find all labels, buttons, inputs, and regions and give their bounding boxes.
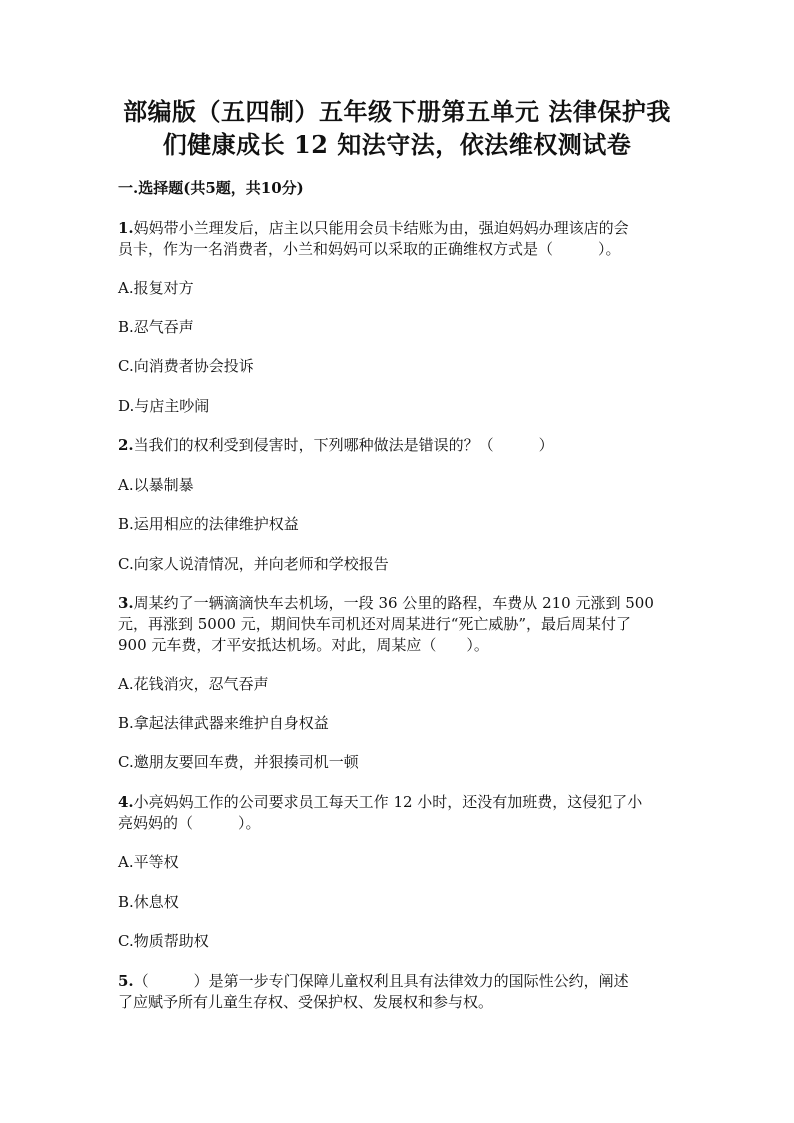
question-4-text-1: 小亮妈妈工作的公司要求员工每天工作 12 小时，还没有加班费，这侵犯了小 — [133, 793, 643, 811]
question-5-text-1: （ ）是第一步专门保障儿童权利且具有法律效力的国际性公约，阐述 — [133, 972, 629, 990]
question-1-line-2: 员卡，作为一名消费者，小兰和妈妈可以采取的正确维权方式是（ ）。 — [118, 240, 621, 258]
question-4-option-a: A.平等权 — [118, 853, 179, 871]
question-1-line-1 — [118, 218, 678, 238]
question-3-option-a: A.花钱消灾，忍气吞声 — [118, 675, 269, 693]
question-1-number: 1. — [118, 219, 134, 237]
question-2-option-a: A.以暴制暴 — [118, 476, 194, 494]
section-heading: 一.选择题(共5题，共10分) — [118, 179, 304, 197]
question-4-number: 4. — [118, 793, 134, 811]
question-1-text-1: 妈妈带小兰理发后，店主以只能用会员卡结账为由，强迫妈妈办理该店的会 — [133, 219, 629, 237]
question-3-option-c: C.邀朋友要回车费，并狠揍司机一顿 — [118, 753, 359, 771]
question-1-option-a: A.报复对方 — [118, 279, 194, 297]
question-5-line-1 — [118, 971, 678, 991]
question-2-line-1 — [118, 435, 678, 455]
question-5-number: 5. — [118, 972, 134, 990]
question-4-option-c: C.物质帮助权 — [118, 932, 209, 950]
question-4-option-b: B.休息权 — [118, 893, 179, 911]
question-2-text-1: 当我们的权利受到侵害时，下列哪种做法是错误的？（ ） — [133, 436, 554, 454]
document-title-line-1: 部编版（五四制）五年级下册第五单元 法律保护我 — [123, 97, 671, 126]
question-2-option-b: B.运用相应的法律维护权益 — [118, 515, 299, 533]
question-2-option-c: C.向家人说清情况，并向老师和学校报告 — [118, 555, 389, 573]
document-title-line-2: 们健康成长 12 知法守法，依法维权测试卷 — [162, 130, 632, 159]
question-3-line-2: 元，再涨到 5000 元，期间快车司机还对周某进行“死亡威胁”，最后周某付了 — [118, 615, 632, 633]
question-1-option-c: C.向消费者协会投诉 — [118, 357, 254, 375]
question-3-line-3: 900 元车费，才平安抵达机场。对此，周某应（ ）。 — [118, 636, 489, 654]
question-2-number: 2. — [118, 436, 134, 454]
question-4-line-2: 亮妈妈的（ ）。 — [118, 814, 261, 832]
question-3-line-1 — [118, 593, 678, 613]
question-4-line-1 — [118, 792, 678, 812]
question-1-option-d: D.与店主吵闹 — [118, 397, 210, 415]
question-3-number: 3. — [118, 594, 134, 612]
question-5-line-2: 了应赋予所有儿童生存权、受保护权、发展权和参与权。 — [118, 993, 494, 1011]
question-3-text-1: 周某约了一辆滴滴快车去机场，一段 36 公里的路程，车费从 210 元涨到 500 — [133, 594, 654, 612]
question-3-option-b: B.拿起法律武器来维护自身权益 — [118, 714, 329, 732]
question-1-option-b: B.忍气吞声 — [118, 318, 194, 336]
